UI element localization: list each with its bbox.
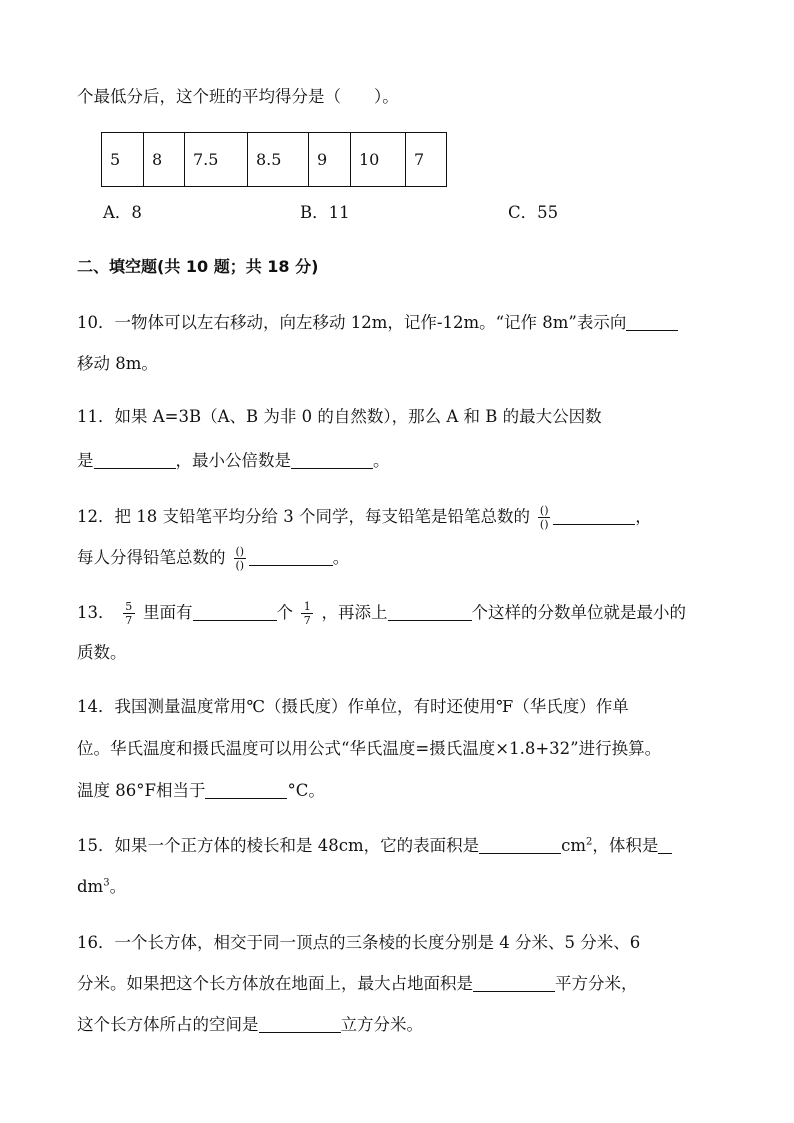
q9-text: 个最低分后，这个班的平均得分是（ ）。 [77, 87, 399, 106]
q16-text-b: 平方分米， [555, 974, 638, 993]
q14-line2: 位。华氏温度和摄氏温度可以用公式“华氏温度=摄氏温度×1.8+32”进行换算。 [77, 739, 662, 758]
q13-text-a: 里面有 [143, 603, 193, 622]
fraction-placeholder [538, 505, 550, 530]
q10-text: 10．一物体可以左右移动，向左移动 12m，记作-12m。“记作 8m”表示向 [77, 313, 627, 332]
q13-text-b: 个 [276, 603, 293, 622]
q16-text-d: 立方分米。 [340, 1015, 423, 1034]
table-cell: 9 [309, 133, 351, 187]
q12-line1 [77, 505, 652, 530]
answer-blank[interactable] [259, 1015, 341, 1033]
fraction-denominator: 7 [303, 614, 311, 627]
table-cell: 7.5 [185, 133, 248, 187]
q15-unit-exponent: 2 [586, 836, 593, 848]
q12-text2-end: 。 [332, 548, 350, 567]
option-b: B．11 [300, 203, 350, 222]
q15-unit2: dm [77, 877, 104, 896]
table-cell: 10 [351, 133, 406, 187]
q13-text-d: 个这样的分数单位就是最小的 [471, 603, 686, 622]
q12-text: 12．把 18 支铅笔平均分给 3 个同学，每支铅笔是铅笔总数的 [77, 507, 530, 526]
q14-text-b: °C。 [287, 781, 325, 800]
fraction-placeholder [234, 546, 246, 571]
table-cell: 7 [406, 133, 447, 187]
option-c: C．55 [508, 203, 559, 222]
fraction-numerator: 5 [125, 600, 133, 613]
section-heading: 二、填空题(共 10 题；共 18 分) [77, 257, 319, 276]
q16-line1: 16．一个长方体，相交于同一顶点的三条棱的长度分别是 4 分米、5 分米、6 [77, 933, 641, 952]
fraction-5-7 [123, 601, 135, 626]
q14-line3 [77, 780, 325, 802]
q11-text-b: ，最小公倍数是 [175, 451, 291, 470]
table-row [102, 133, 447, 187]
option-a: A．8 [103, 203, 142, 222]
q12-line2 [77, 546, 349, 571]
q12-text-end: ， [635, 507, 652, 526]
q13-text-c: ，再添上 [321, 603, 388, 622]
q16-text-c: 这个长方体所占的空间是 [77, 1015, 259, 1034]
q15-line2 [77, 876, 126, 898]
answer-blank[interactable] [193, 603, 277, 621]
q13-prefix: 13． [77, 603, 115, 622]
q10-line1 [77, 312, 678, 334]
q15-text-c: ，体积是 [592, 836, 659, 855]
answer-blank[interactable] [479, 836, 561, 854]
fraction-numerator: () [235, 545, 245, 558]
answer-blank[interactable] [249, 548, 333, 566]
q11-text-c: 。 [373, 451, 390, 470]
q16-line2 [77, 973, 638, 995]
fraction-denominator: () [235, 559, 245, 572]
q16-line3 [77, 1014, 423, 1036]
fraction-denominator: 7 [125, 614, 133, 627]
fraction-numerator: () [539, 504, 549, 517]
table-cell: 8.5 [248, 133, 309, 187]
q13-line1 [77, 601, 686, 626]
q16-text-a: 分米。如果把这个长方体放在地面上，最大占地面积是 [77, 974, 473, 993]
q15-text-a: 15．如果一个正方体的棱长和是 48cm，它的表面积是 [77, 836, 480, 855]
score-table [101, 132, 447, 187]
q15-end: 。 [109, 877, 127, 896]
q15-unit2-exponent: 3 [103, 877, 110, 889]
q14-line1: 14．我国测量温度常用℃（摄氏度）作单位，有时还使用℉（华氏度）作单 [77, 697, 629, 716]
fraction-1-7 [301, 601, 313, 626]
answer-blank[interactable] [291, 451, 373, 469]
answer-blank[interactable] [473, 974, 555, 992]
q15-line1 [77, 835, 672, 857]
q11-text-a: 是 [77, 451, 94, 470]
q12-text2: 每人分得铅笔总数的 [77, 548, 226, 567]
table-cell: 5 [102, 133, 144, 187]
answer-blank[interactable] [658, 836, 672, 854]
answer-blank[interactable] [205, 781, 287, 799]
answer-blank[interactable] [388, 603, 472, 621]
q11-line2 [77, 450, 390, 472]
answer-blank[interactable] [553, 507, 635, 525]
q13-line2: 质数。 [77, 643, 127, 662]
q10-line2: 移动 8m。 [77, 354, 158, 373]
q11-line1: 11．如果 A=3B（A、B 为非 0 的自然数），那么 A 和 B 的最大公因数 [77, 407, 602, 426]
q14-text-a: 温度 86°F相当于 [77, 781, 206, 800]
answer-blank[interactable] [626, 313, 678, 331]
fraction-numerator: 1 [303, 600, 311, 613]
answer-blank[interactable] [94, 451, 176, 469]
q15-unit: cm [561, 836, 587, 855]
table-cell: 8 [144, 133, 185, 187]
fraction-denominator: () [539, 518, 549, 531]
